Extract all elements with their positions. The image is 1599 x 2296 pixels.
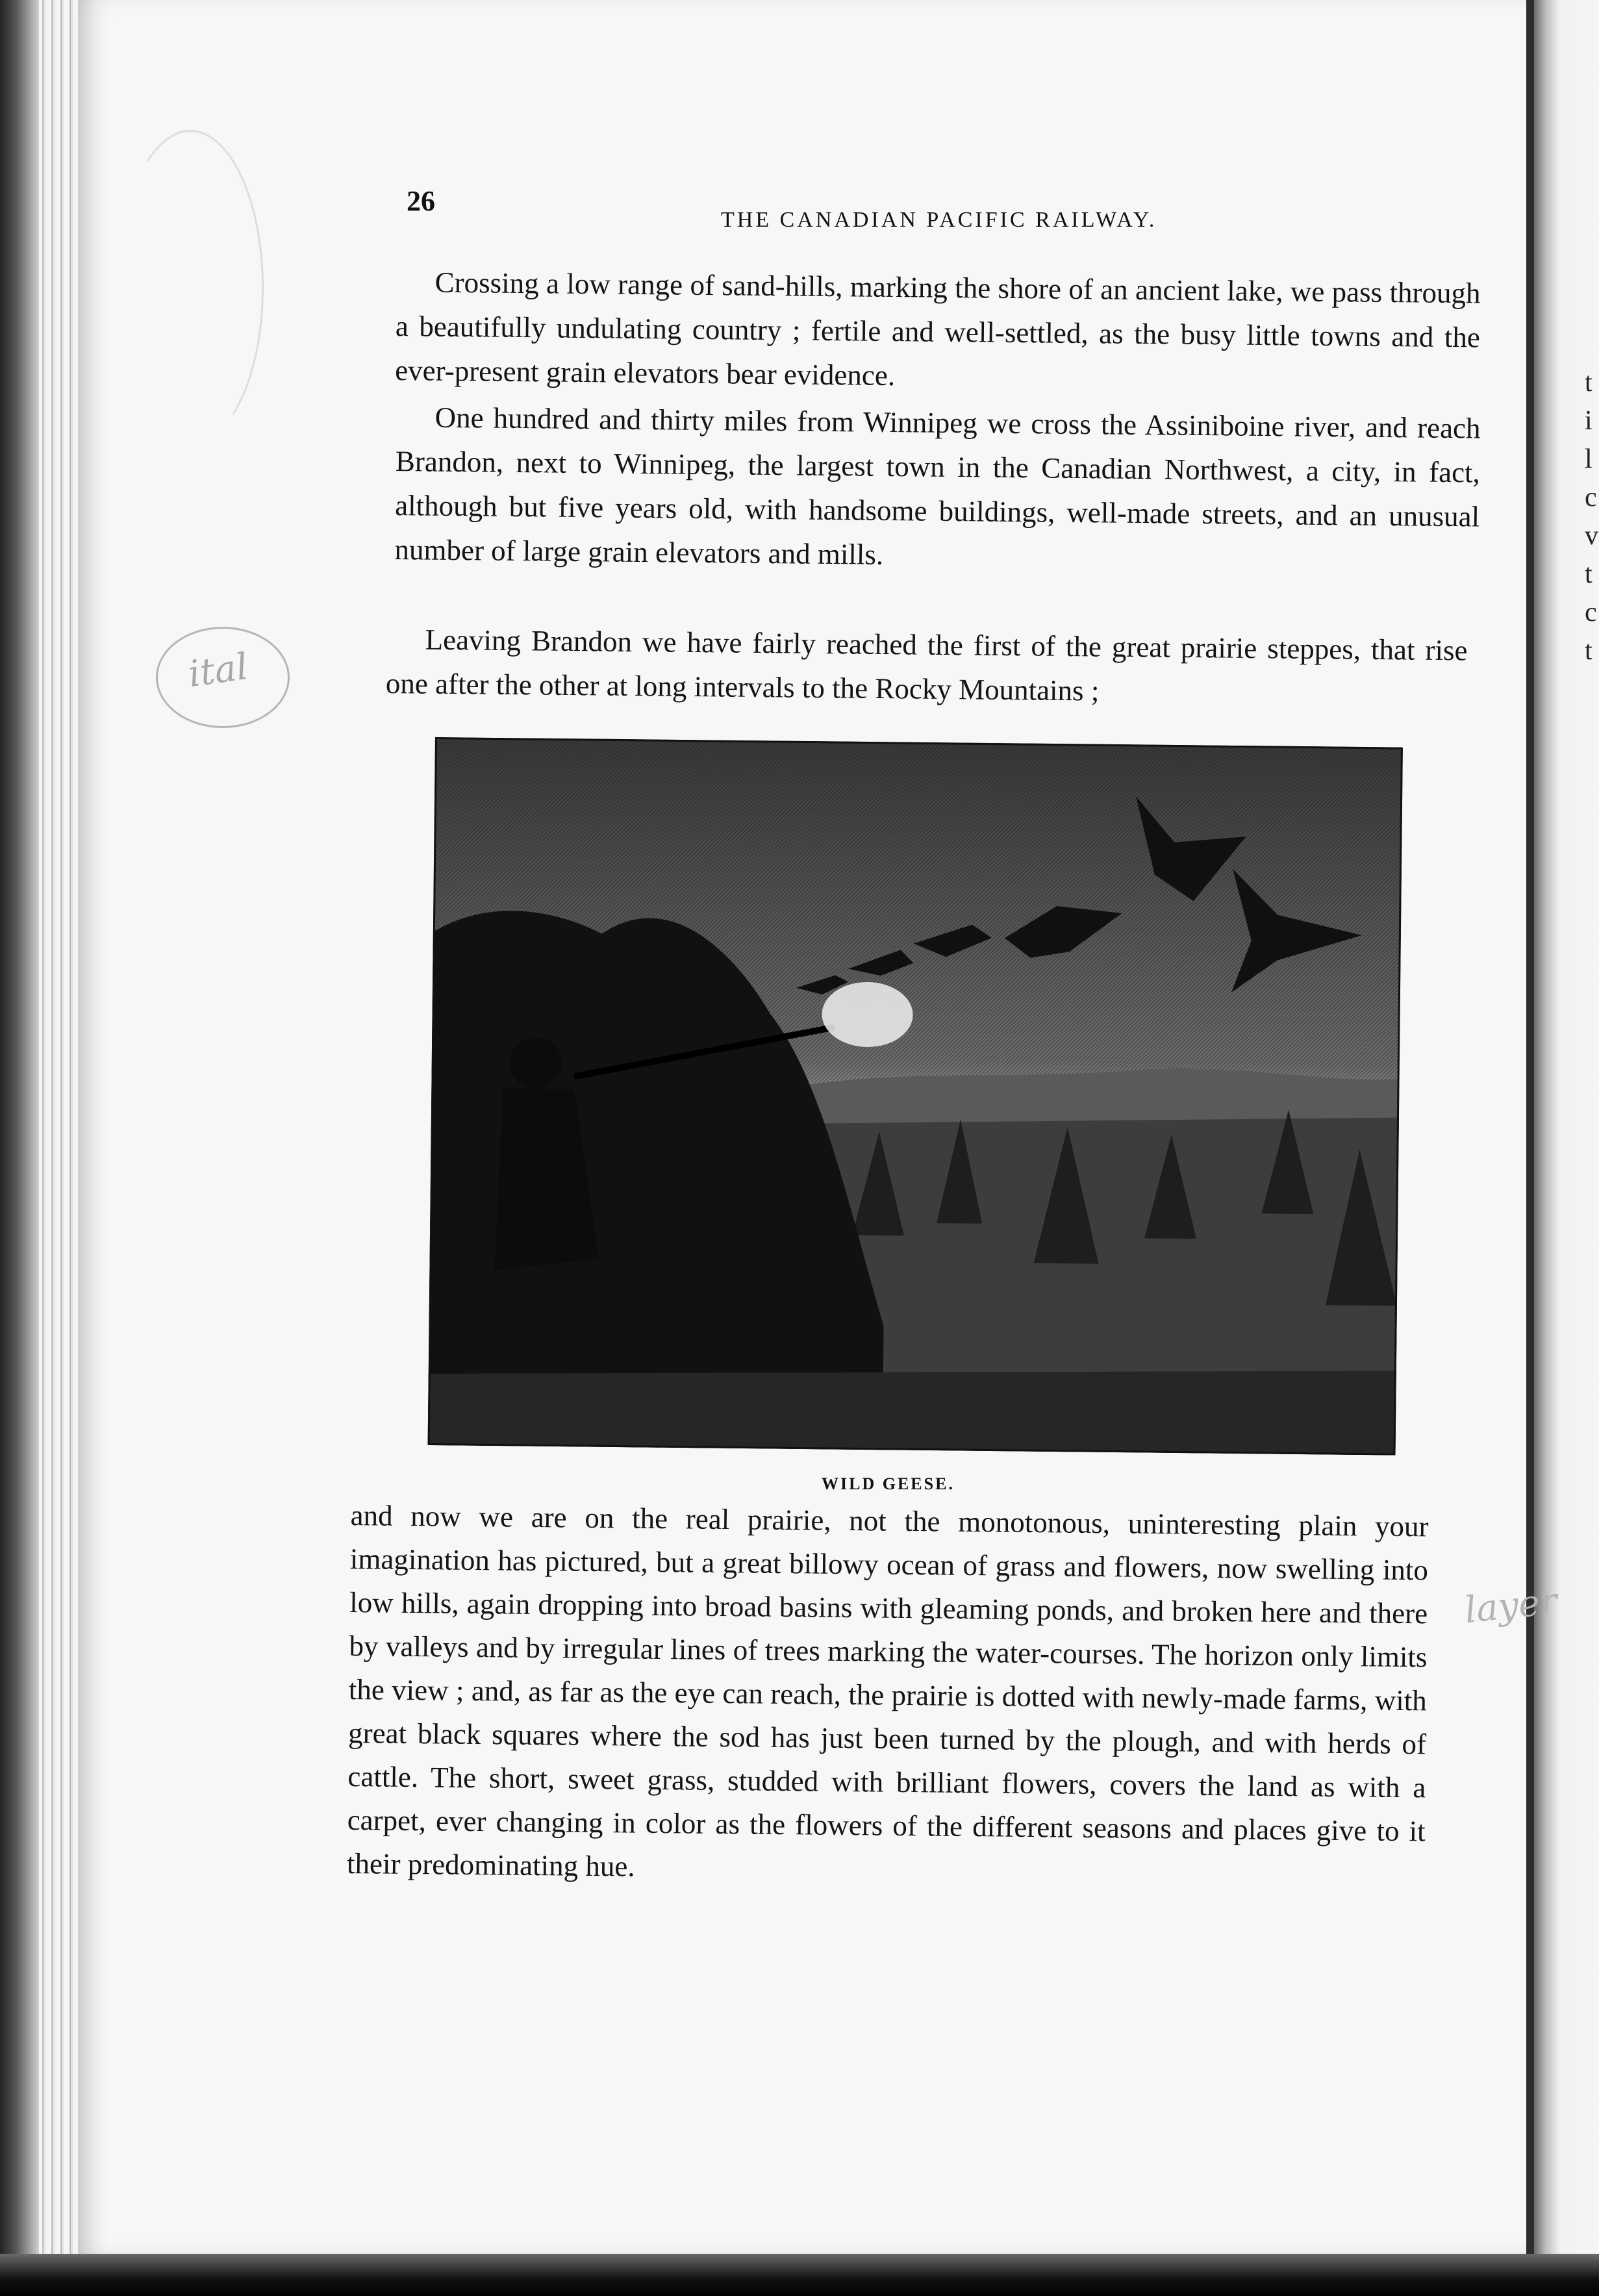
binding-shadow [0, 0, 39, 2296]
wild-geese-engraving [428, 737, 1403, 1456]
running-head: THE CANADIAN PACIFIC RAILWAY. [721, 208, 1157, 232]
scan-bottom-shadow [0, 2254, 1599, 2296]
paragraph-text: and now we are on the real prairie, not the monotonous, uninteresting plain your imagination has pictured, but a great billowy ocean of grass and flowers, now swelling into low hills, again dropping into broad basins with gleaming ponds, and broken here and there by valleys and by irregular lines of trees marking the water-courses. The horizon only limits the view ; and, as far as the eye can reach, the prairie is dotted with newly-made farms, with great black squares where the sod has just been turned by the plough, and with herds of cattle. The short, sweet grass, studded with brilliant flowers, covers the land as with a carpet, ever changing in color as the flowers of the different seasons and places give to it their predominating hue. [346, 1498, 1429, 1883]
page-curl-mark [117, 130, 264, 446]
paragraph-steppes [386, 617, 1468, 716]
foreground-grass [428, 1361, 1396, 1456]
next-page-text-fragment: t i l c v t c t [1585, 368, 1598, 666]
pencil-note-left: ital [185, 645, 251, 696]
paragraph-brandon [394, 395, 1481, 583]
next-page-edge [1534, 0, 1599, 2296]
paragraph-real-prairie [347, 1494, 1429, 1897]
paragraph-text: Crossing a low range of sand-hills, marking the shore of an ancient lake, we pass through a beautifully undulating country ; fertile and well-settled, as the busy little towns and the ever-present grain elevators bear evidence. [394, 266, 1481, 392]
paragraph-sand-hills [395, 260, 1481, 403]
paragraph-text: Leaving Brandon we have fairly reached the first of the great prairie steppes, that rise one after the other at long intervals to the Rocky Mountains ; [385, 623, 1468, 707]
page-number: 26 [407, 185, 435, 217]
pencil-note-right: layer [1462, 1580, 1559, 1632]
paragraph-text: One hundred and thirty miles from Winnipeg we cross the Assiniboine river, and reach Brandon, next to Winnipeg, the largest town in the Canadian Northwest, a city, in fact, although but five years old, with handsome buildings, well-made streets, and an unusual number of large grain elevators and mills. [394, 401, 1481, 571]
illustration-caption: WILD GEESE. [822, 1474, 955, 1493]
